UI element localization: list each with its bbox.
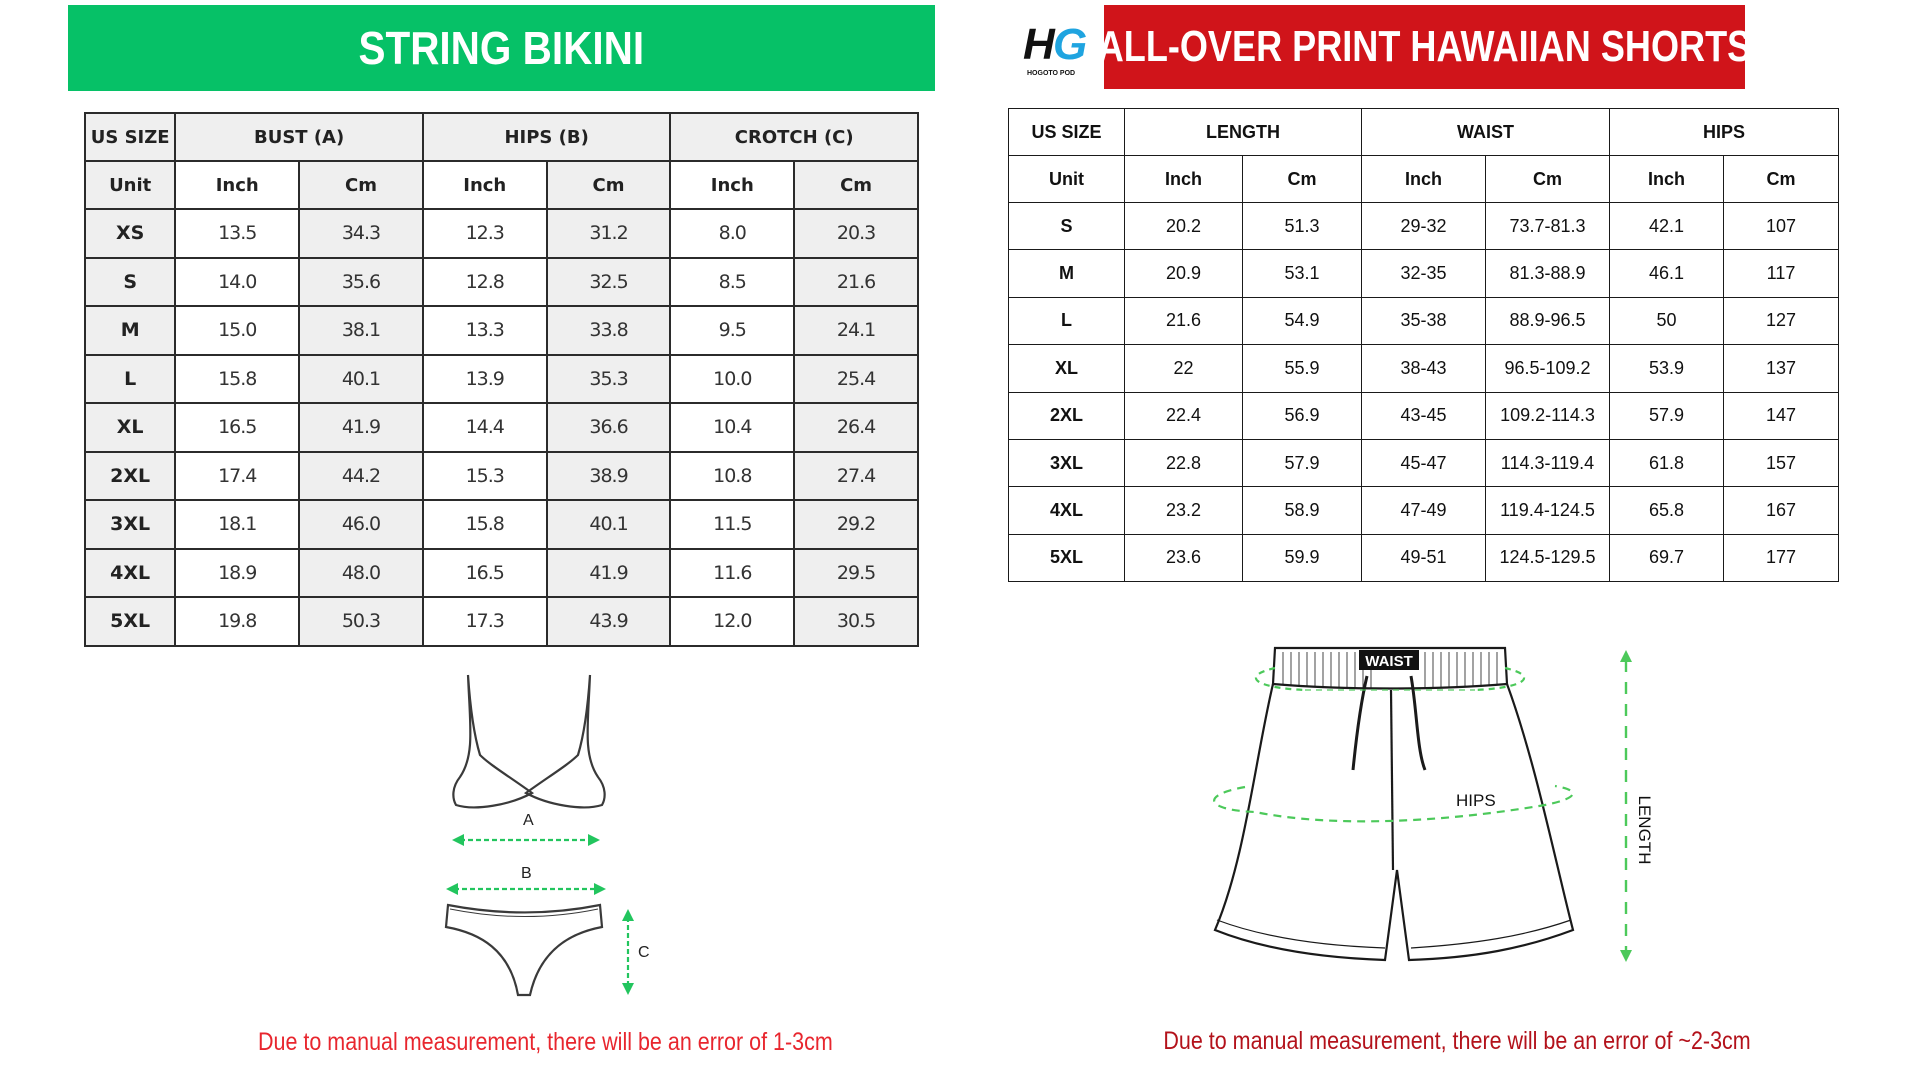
table-row (1009, 203, 1839, 250)
table-row (1009, 439, 1839, 486)
table-row (1009, 534, 1839, 581)
value-cell: 167 (1724, 487, 1839, 534)
shorts-illustration (1185, 640, 1665, 980)
header-crotch: CROTCH (C) (670, 113, 918, 161)
table-row (1009, 250, 1839, 297)
value-cell: 41.9 (547, 549, 671, 598)
value-cell: 13.9 (423, 355, 547, 404)
shorts-size-table (1008, 108, 1839, 582)
unit-cm: Cm (1243, 156, 1362, 203)
value-cell: 81.3-88.9 (1486, 250, 1610, 297)
value-cell: 18.1 (175, 500, 299, 549)
value-cell: 32.5 (547, 258, 671, 307)
size-cell: M (1009, 250, 1125, 297)
unit-cm: Cm (1724, 156, 1839, 203)
value-cell: 16.5 (423, 549, 547, 598)
size-cell: 4XL (1009, 487, 1125, 534)
size-cell: XL (1009, 345, 1125, 392)
table-row (1009, 487, 1839, 534)
value-cell: 29.2 (794, 500, 918, 549)
value-cell: 18.9 (175, 549, 299, 598)
string-bikini-banner (68, 5, 935, 91)
value-cell: 69.7 (1610, 534, 1724, 581)
unit-inch: Inch (423, 161, 547, 209)
table-row (1009, 297, 1839, 344)
value-cell: 15.8 (175, 355, 299, 404)
size-cell: L (85, 355, 175, 404)
value-cell: 24.1 (794, 306, 918, 355)
value-cell: 38-43 (1362, 345, 1486, 392)
size-cell: M (85, 306, 175, 355)
value-cell: 38.9 (547, 452, 671, 501)
value-cell: 27.4 (794, 452, 918, 501)
value-cell: 12.8 (423, 258, 547, 307)
value-cell: 31.2 (547, 209, 671, 258)
value-cell: 137 (1724, 345, 1839, 392)
value-cell: 17.4 (175, 452, 299, 501)
size-cell: 4XL (85, 549, 175, 598)
value-cell: 43-45 (1362, 392, 1486, 439)
bikini-illustration (440, 665, 660, 1005)
value-cell: 124.5-129.5 (1486, 534, 1610, 581)
value-cell: 42.1 (1610, 203, 1724, 250)
label-b: B (521, 865, 532, 882)
value-cell: 35.3 (547, 355, 671, 404)
value-cell: 22.4 (1125, 392, 1243, 439)
value-cell: 23.6 (1125, 534, 1243, 581)
value-cell: 65.8 (1610, 487, 1724, 534)
bikini-size-table (84, 112, 919, 647)
value-cell: 22 (1125, 345, 1243, 392)
value-cell: 12.0 (670, 597, 794, 646)
table-row (85, 597, 918, 646)
label-hips: HIPS (1456, 791, 1496, 810)
unit-label: Unit (85, 161, 175, 209)
unit-row (85, 161, 918, 209)
value-cell: 48.0 (299, 549, 423, 598)
table-row (85, 500, 918, 549)
value-cell: 117 (1724, 250, 1839, 297)
value-cell: 40.1 (547, 500, 671, 549)
value-cell: 54.9 (1243, 297, 1362, 344)
table-row (85, 209, 918, 258)
value-cell: 34.3 (299, 209, 423, 258)
table-row (85, 355, 918, 404)
value-cell: 50 (1610, 297, 1724, 344)
table-row (1009, 392, 1839, 439)
unit-inch: Inch (1610, 156, 1724, 203)
value-cell: 51.3 (1243, 203, 1362, 250)
value-cell: 14.0 (175, 258, 299, 307)
value-cell: 57.9 (1610, 392, 1724, 439)
size-cell: L (1009, 297, 1125, 344)
unit-cm: Cm (299, 161, 423, 209)
unit-inch: Inch (1125, 156, 1243, 203)
size-cell: 3XL (85, 500, 175, 549)
unit-row (1009, 156, 1839, 203)
value-cell: 57.9 (1243, 439, 1362, 486)
value-cell: 147 (1724, 392, 1839, 439)
table-row (85, 306, 918, 355)
value-cell: 25.4 (794, 355, 918, 404)
header-hips: HIPS (1610, 109, 1839, 156)
value-cell: 20.9 (1125, 250, 1243, 297)
table-row (85, 258, 918, 307)
value-cell: 30.5 (794, 597, 918, 646)
hogoto-pod-logo-icon (1021, 17, 1095, 79)
value-cell: 177 (1724, 534, 1839, 581)
size-cell: S (1009, 203, 1125, 250)
unit-cm: Cm (794, 161, 918, 209)
header-us-size: US SIZE (85, 113, 175, 161)
value-cell: 20.2 (1125, 203, 1243, 250)
value-cell: 11.5 (670, 500, 794, 549)
unit-inch: Inch (175, 161, 299, 209)
value-cell: 23.2 (1125, 487, 1243, 534)
value-cell: 109.2-114.3 (1486, 392, 1610, 439)
size-cell: 2XL (1009, 392, 1125, 439)
value-cell: 21.6 (794, 258, 918, 307)
value-cell: 36.6 (547, 403, 671, 452)
header-length: LENGTH (1125, 109, 1362, 156)
value-cell: 49-51 (1362, 534, 1486, 581)
value-cell: 13.5 (175, 209, 299, 258)
value-cell: 88.9-96.5 (1486, 297, 1610, 344)
hawaiian-shorts-title: ALL-OVER PRINT HAWAIIAN SHORTS (1097, 22, 1752, 71)
value-cell: 35.6 (299, 258, 423, 307)
string-bikini-title: STRING BIKINI (358, 22, 645, 74)
bikini-bottom-icon (446, 905, 602, 995)
value-cell: 11.6 (670, 549, 794, 598)
value-cell: 9.5 (670, 306, 794, 355)
bikini-measurement-note: Due to manual measurement, there will be an error of 1-3cm (257, 1028, 833, 1056)
header-hips: HIPS (B) (423, 113, 671, 161)
label-length: LENGTH (1635, 795, 1654, 865)
label-a: A (523, 812, 534, 829)
value-cell: 157 (1724, 439, 1839, 486)
svg-text:HOGOTO POD: HOGOTO POD (1027, 70, 1076, 77)
value-cell: 22.8 (1125, 439, 1243, 486)
unit-inch: Inch (1362, 156, 1486, 203)
value-cell: 40.1 (299, 355, 423, 404)
value-cell: 19.8 (175, 597, 299, 646)
hawaiian-shorts-banner (1097, 5, 1752, 89)
value-cell: 13.3 (423, 306, 547, 355)
table-row (1009, 345, 1839, 392)
value-cell: 73.7-81.3 (1486, 203, 1610, 250)
size-cell: 2XL (85, 452, 175, 501)
table-row (85, 403, 918, 452)
size-cell: XS (85, 209, 175, 258)
value-cell: 53.1 (1243, 250, 1362, 297)
table-row (85, 452, 918, 501)
header-waist: WAIST (1362, 109, 1610, 156)
svg-text:G: G (1053, 20, 1088, 69)
value-cell: 12.3 (423, 209, 547, 258)
value-cell: 46.1 (1610, 250, 1724, 297)
value-cell: 53.9 (1610, 345, 1724, 392)
bikini-top-icon (453, 675, 604, 807)
label-c: C (638, 944, 650, 961)
svg-text:H: H (1023, 20, 1055, 69)
value-cell: 8.0 (670, 209, 794, 258)
value-cell: 58.9 (1243, 487, 1362, 534)
value-cell: 44.2 (299, 452, 423, 501)
value-cell: 127 (1724, 297, 1839, 344)
size-cell: 3XL (1009, 439, 1125, 486)
value-cell: 96.5-109.2 (1486, 345, 1610, 392)
shorts-measurement-note: Due to manual measurement, there will be an error of ~2-3cm (1163, 1027, 1751, 1055)
value-cell: 29-32 (1362, 203, 1486, 250)
size-cell: 5XL (1009, 534, 1125, 581)
value-cell: 56.9 (1243, 392, 1362, 439)
value-cell: 8.5 (670, 258, 794, 307)
value-cell: 16.5 (175, 403, 299, 452)
value-cell: 46.0 (299, 500, 423, 549)
value-cell: 10.4 (670, 403, 794, 452)
value-cell: 33.8 (547, 306, 671, 355)
value-cell: 119.4-124.5 (1486, 487, 1610, 534)
value-cell: 45-47 (1362, 439, 1486, 486)
value-cell: 114.3-119.4 (1486, 439, 1610, 486)
size-cell: 5XL (85, 597, 175, 646)
value-cell: 32-35 (1362, 250, 1486, 297)
value-cell: 10.8 (670, 452, 794, 501)
value-cell: 41.9 (299, 403, 423, 452)
value-cell: 50.3 (299, 597, 423, 646)
table-row (85, 549, 918, 598)
value-cell: 15.3 (423, 452, 547, 501)
value-cell: 26.4 (794, 403, 918, 452)
value-cell: 15.8 (423, 500, 547, 549)
value-cell: 20.3 (794, 209, 918, 258)
group-header-row (85, 113, 918, 161)
header-bust: BUST (A) (175, 113, 423, 161)
size-cell: S (85, 258, 175, 307)
value-cell: 43.9 (547, 597, 671, 646)
value-cell: 17.3 (423, 597, 547, 646)
value-cell: 14.4 (423, 403, 547, 452)
value-cell: 107 (1724, 203, 1839, 250)
value-cell: 61.8 (1610, 439, 1724, 486)
unit-label: Unit (1009, 156, 1125, 203)
value-cell: 15.0 (175, 306, 299, 355)
shorts-icon (1215, 648, 1573, 960)
group-header-row (1009, 109, 1839, 156)
unit-inch: Inch (670, 161, 794, 209)
value-cell: 59.9 (1243, 534, 1362, 581)
size-cell: XL (85, 403, 175, 452)
value-cell: 21.6 (1125, 297, 1243, 344)
label-waist: WAIST (1365, 653, 1413, 670)
header-us-size: US SIZE (1009, 109, 1125, 156)
value-cell: 29.5 (794, 549, 918, 598)
unit-cm: Cm (1486, 156, 1610, 203)
unit-cm: Cm (547, 161, 671, 209)
value-cell: 47-49 (1362, 487, 1486, 534)
value-cell: 35-38 (1362, 297, 1486, 344)
value-cell: 38.1 (299, 306, 423, 355)
value-cell: 10.0 (670, 355, 794, 404)
value-cell: 55.9 (1243, 345, 1362, 392)
